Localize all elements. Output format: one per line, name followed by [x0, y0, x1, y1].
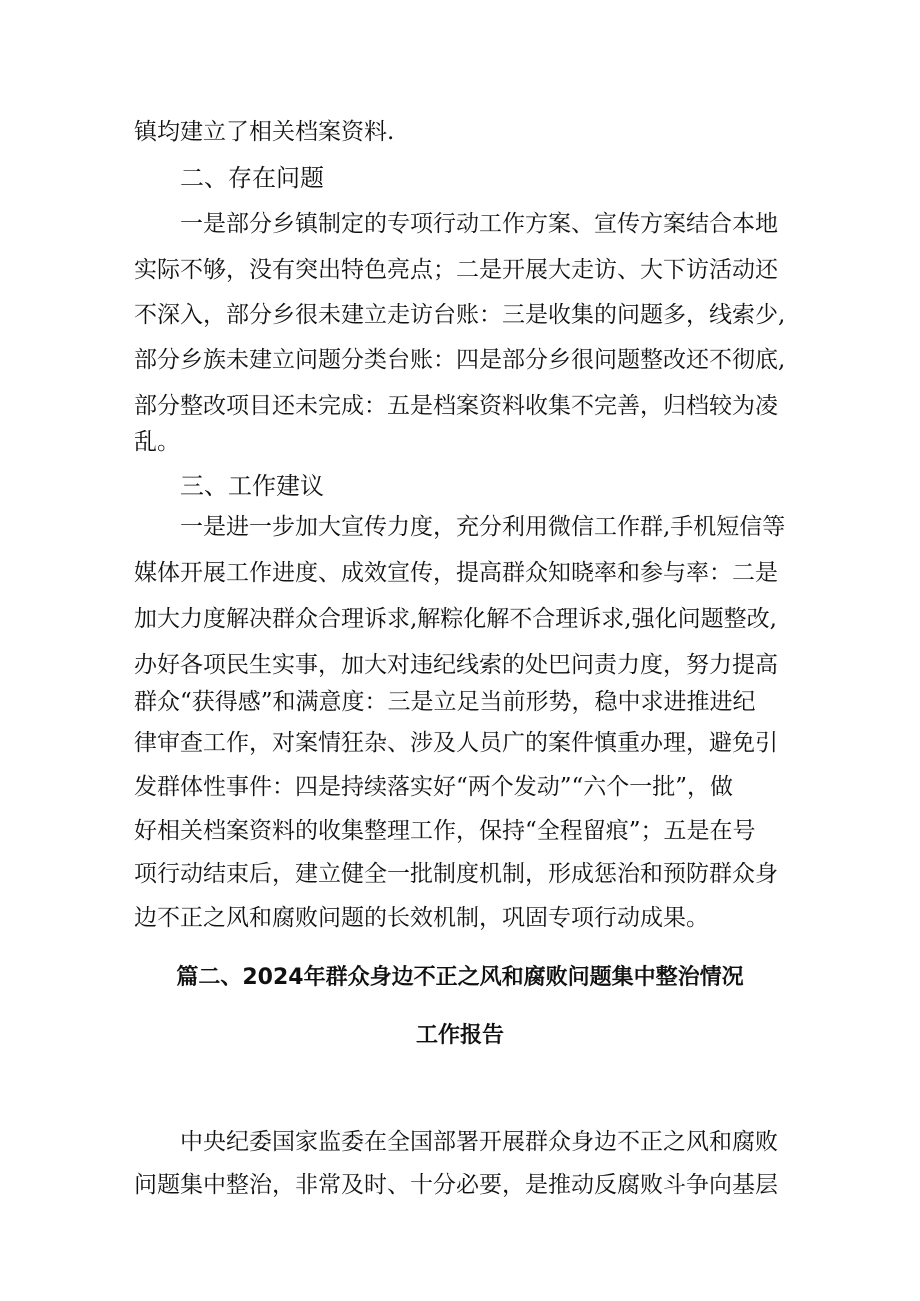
- paragraph-line: 不深入，部分乡很未建立走访台账：三是收集的问题多，线索少,: [134, 302, 786, 328]
- paragraph-line: 镇均建立了相关档案资料.: [134, 119, 395, 145]
- article-title-line2: 工作报告: [415, 1023, 504, 1048]
- paragraph-line: 好相关档案资料的收集整理工作，保持“全程留痕”；五是在号: [134, 818, 756, 844]
- paragraph-line: 项行动结束后，建立健全一批制度机制，形成惩治和预防群众身: [134, 861, 778, 887]
- article-title-line1: 篇二、2024年群众身边不正之风和腐败问题集中整治情况: [176, 965, 744, 990]
- paragraph-line: 实际不够，没有突出特色亮点；二是开展大走访、大下访活动还: [134, 257, 778, 283]
- paragraph-line: 发群体性事件：四是持续落实好“两个发动”“六个一批”，做: [134, 774, 734, 800]
- paragraph-line: 一是部分乡镇制定的专项行动工作方案、宣传方案结合本地: [180, 211, 778, 237]
- paragraph-line: 一是进一步加大宣传力度，充分利用微信工作群,手机短信等: [180, 514, 786, 540]
- section-heading-suggestions: 三、工作建议: [180, 472, 324, 500]
- paragraph-line: 部分整改项目还未完成：五是档案资料收集不完善，归档较为凌: [134, 393, 778, 419]
- paragraph-line: 中央纪委国家监委在全国部署开展群众身边不正之风和腐败: [180, 1129, 778, 1155]
- paragraph-line: 律审查工作，对案情狂杂、涉及人员广的案件慎重办理，避免引: [134, 730, 778, 756]
- paragraph-line: 乱。: [134, 429, 180, 455]
- paragraph-line: 部分乡族未建立问题分类台账：四是部分乡很问题整改还不彻底,: [134, 347, 786, 373]
- paragraph-line: 群众“获得感”和满意度：三是立足当前形势，稳中求进推进纪: [134, 689, 756, 715]
- section-heading-problems: 二、存在问题: [180, 164, 324, 192]
- paragraph-line: 边不正之风和腐败问题的长效机制，巩固专项行动成果。: [134, 905, 709, 931]
- paragraph-line: 加大力度解决群众合理诉求,解粽化解不合理诉求,强化问题整改,: [134, 606, 777, 632]
- paragraph-line: 媒体开展工作进度、成效宣传，提高群众知晓率和参与率：二是: [134, 560, 778, 586]
- paragraph-line: 问题集中整治，非常及时、十分必要，是推动反腐败斗争向基层: [134, 1172, 778, 1198]
- paragraph-line: 办好各项民生实事，加大对违纪线索的处巴问责力度，努力提高: [134, 652, 778, 678]
